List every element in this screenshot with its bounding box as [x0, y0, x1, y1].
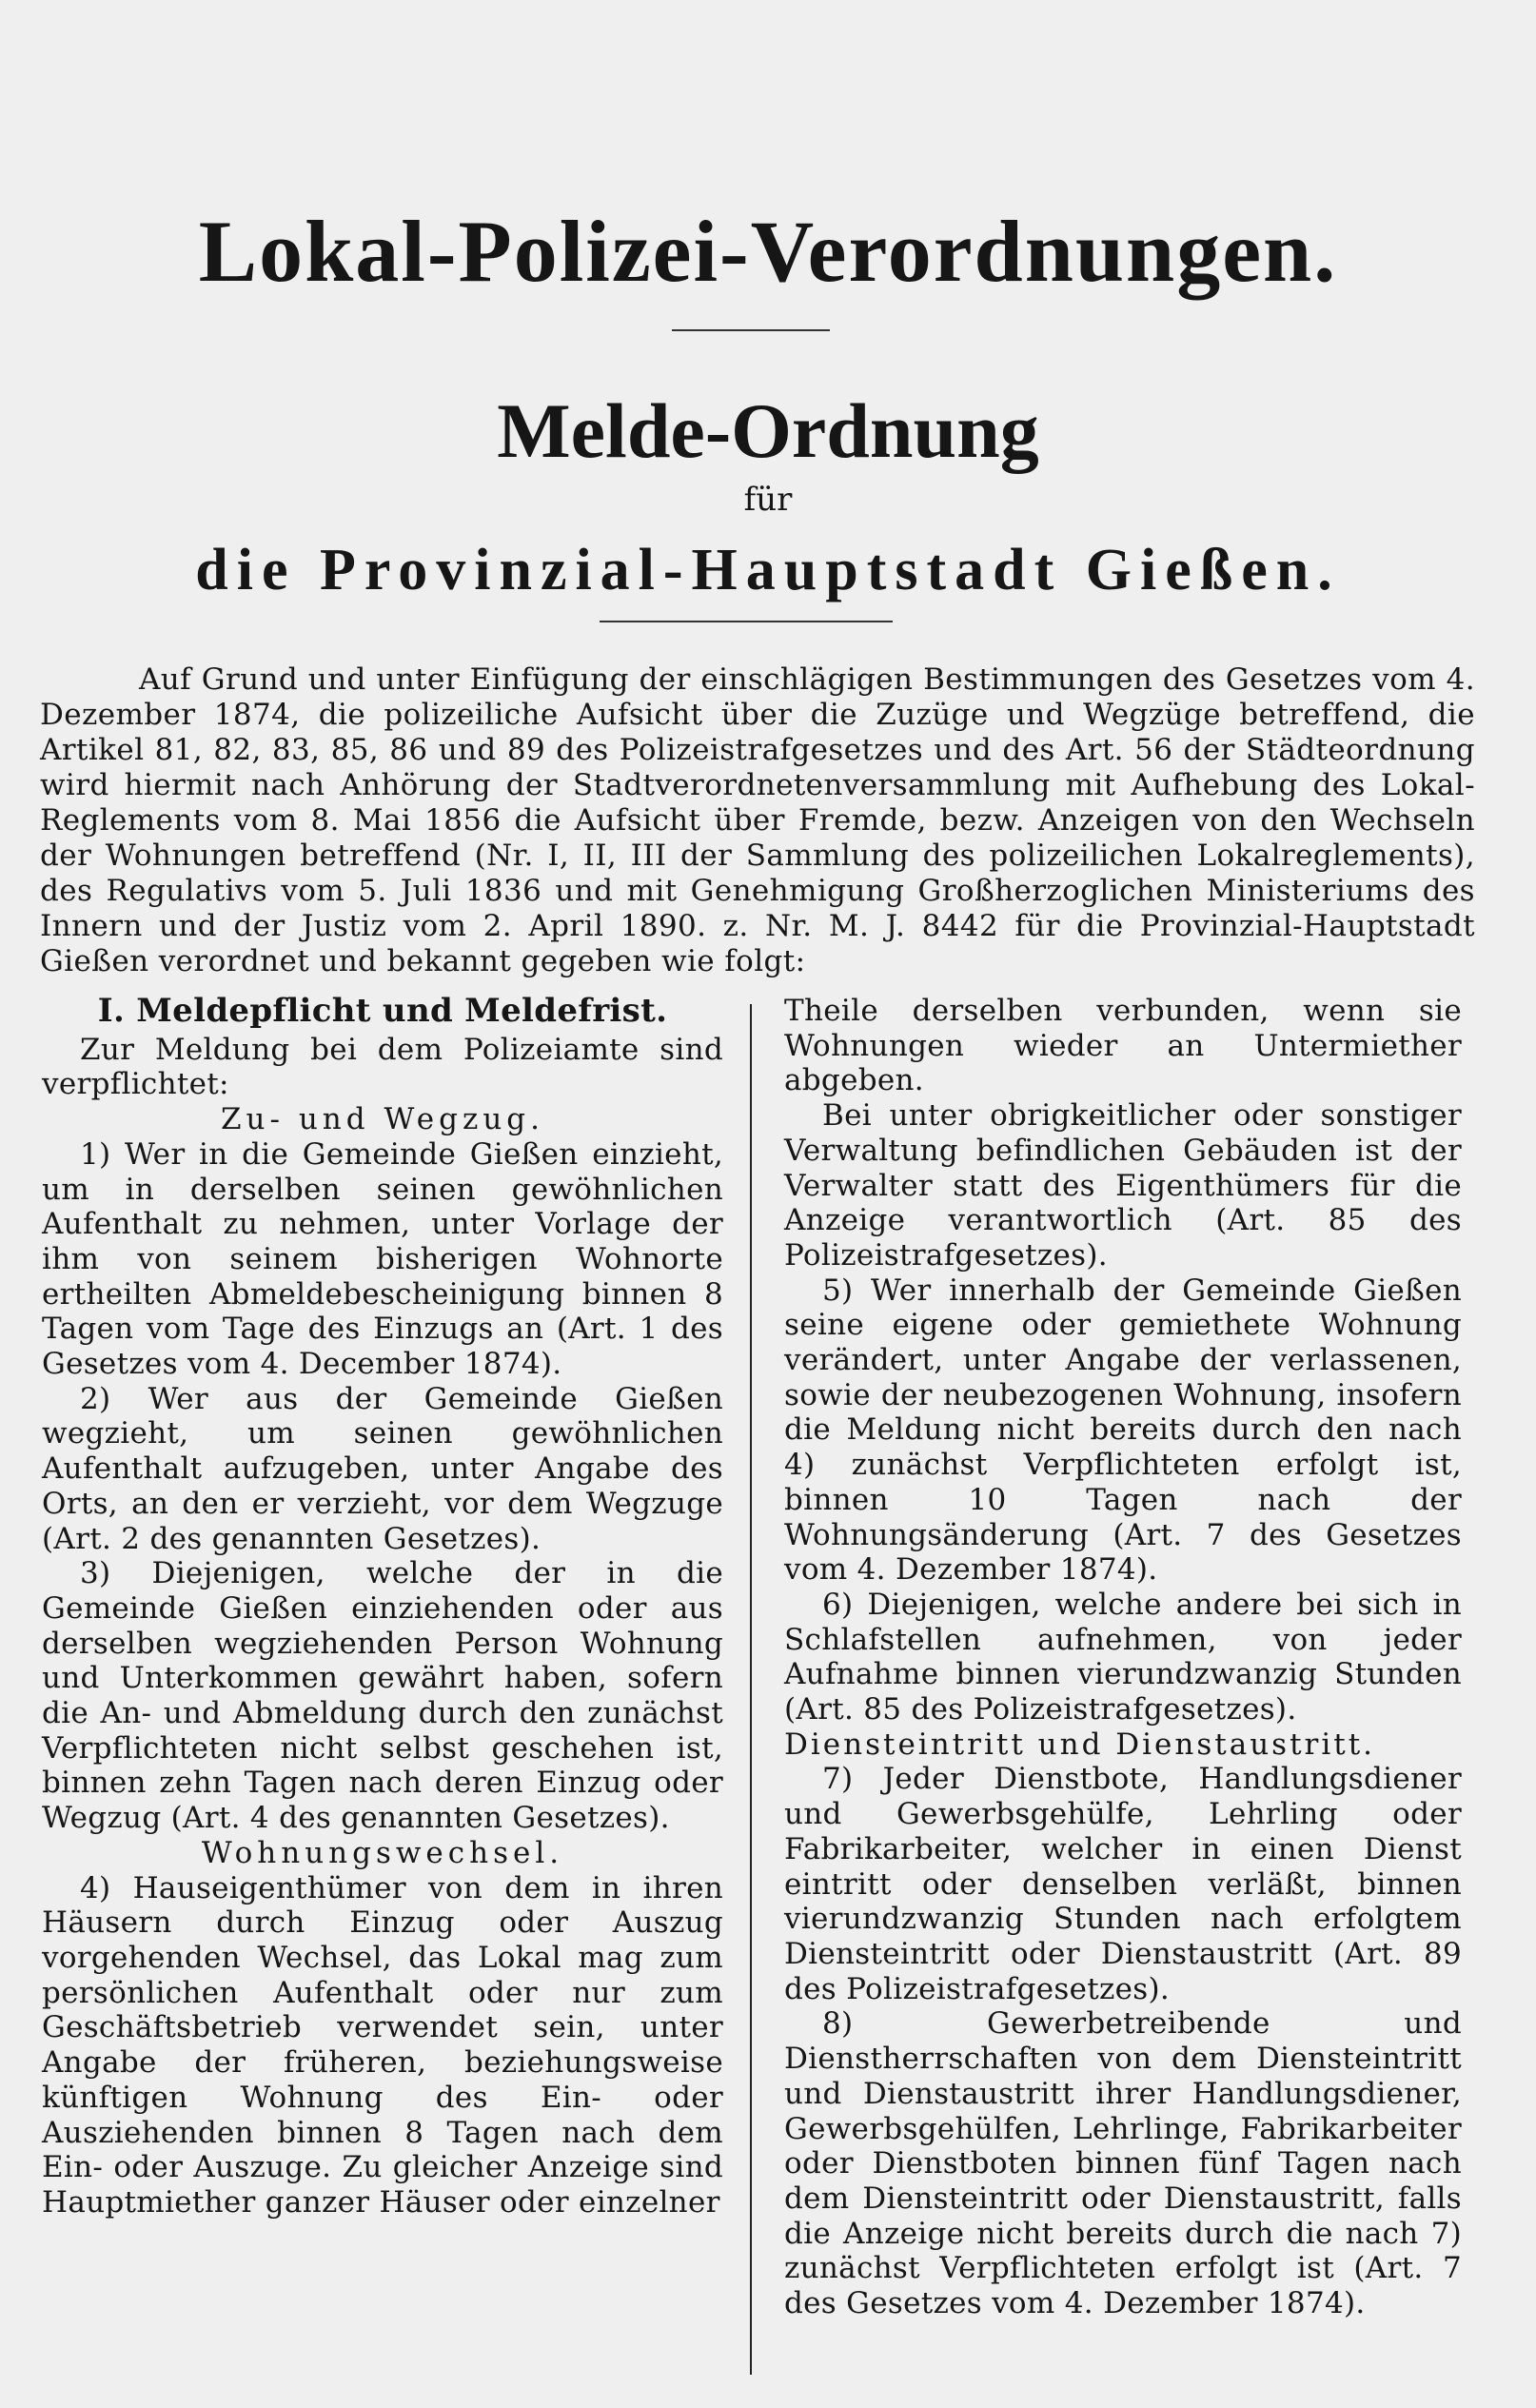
ordinance-for: für: [743, 481, 793, 519]
paragraph-4-continued: Theile derselben verbunden, wenn sie Wohnungen wieder an Untermiether abgeben.: [784, 994, 1462, 1098]
column-divider: [750, 1004, 752, 2375]
paragraph-4-administration: Bei unter obrigkeitlicher oder sonstiger Verwaltung befindlichen Gebäuden ist der Verwalter statt des Eigenthümers für die Anzeige verantwortlich (Art. 85 des Polizeistrafgesetzes).: [784, 1098, 1462, 1273]
paragraph-1: 1) Wer in die Gemeinde Gießen einzieht, um in derselben seinen gewöhnlichen Aufenthalt zu nehmen, unter Vorlage der ihm von seinem bisherigen Wohnorte ertheilten Abmeldebescheinigung binnen 8 Tagen vom Tage des Einzugs an (Art. 1 des Gesetzes vom 4. December 1874).: [42, 1136, 723, 1382]
section-divider: [600, 621, 893, 622]
ordinance-title: Melde-Ordnung: [497, 387, 1039, 474]
paragraph-4: 4) Hauseigenthümer von dem in ihren Häusern durch Einzug oder Auszug vorgehenden Wechsel, das Lokal mag zum persönlichen Aufenthalt oder nur zum Geschäftsbetrieb verwendet sein, unter Angabe der früheren, beziehungsweise künftigen Wohnung des Ein- oder Ausziehenden binnen 8 Tagen nach dem Ein- oder Auszuge. Zu gleicher Anzeige sind Hauptmiether ganzer Häuser oder einzelner: [42, 1870, 723, 2220]
section-heading: I. Meldepflicht und Meldefrist.: [97, 992, 668, 1030]
paragraph-2: 2) Wer aus der Gemeinde Gießen wegzieht, um seinen gewöhnlichen Aufenthalt aufzugeben, unter Angabe des Orts, an den er verzieht, vor dem Wegzuge (Art. 2 des genannten Gesetzes).: [42, 1381, 723, 1556]
section-lead: Zur Meldung bei dem Polizeiamte sind verpflichtet:: [42, 1032, 723, 1102]
title-divider: [672, 329, 830, 331]
left-column: [42, 994, 723, 2220]
subheading-dienst: Diensteintritt und Dienstaustritt.: [784, 1727, 1376, 1762]
paragraph-8: 8) Gewerbetreibende und Dienstherrschaften von dem Diensteintritt und Dienstaustritt ihrer Handlungsdiener, Gewerbsgehülfen, Lehrlinge, Fabrikarbeiter oder Dienstboten binnen fünf Tagen nach dem Diensteintritt oder Dienstaustritt, falls die Anzeige nicht bereits durch die nach 7) zunächst Verpflichteten erfolgt ist (Art. 7 des Gesetzes vom 4. Dezember 1874).: [784, 2006, 1462, 2321]
subheading-zu-wegzug: Zu- und Wegzug.: [221, 1102, 544, 1137]
subheading-wohnungswechsel: Wohnungswechsel.: [201, 1835, 564, 1870]
ordinance-city: die Provinzial-Hauptstadt Gießen.: [195, 538, 1341, 602]
paragraph-6: 6) Diejenigen, welche andere bei sich in Schlafstellen aufnehmen, von jeder Aufnahme binnen vierundzwanzig Stunden (Art. 85 des Polizeistrafgesetzes).: [784, 1587, 1462, 1727]
paragraph-3: 3) Diejenigen, welche der in die Gemeinde Gießen einziehenden oder aus derselben wegziehenden Person Wohnung und Unterkommen gewährt haben, sofern die An- und Abmeldung durch den zunächst Verpflichteten nicht selbst geschehen ist, binnen zehn Tagen nach deren Einzug oder Wegzug (Art. 4 des genannten Gesetzes).: [42, 1556, 723, 1836]
paragraph-7: 7) Jeder Dienstbote, Handlungsdiener und Gewerbsgehülfe, Lehrling oder Fabrikarbeiter, welcher in einen Dienst eintritt oder denselben verläßt, binnen vierundzwanzig Stunden nach erfolgtem Diensteintritt oder Dienstaustritt (Art. 89 des Polizeistrafgesetzes).: [784, 1762, 1462, 2006]
right-column: [784, 994, 1462, 2321]
paragraph-5: 5) Wer innerhalb der Gemeinde Gießen seine eigene oder gemiethete Wohnung verändert, unter Angabe der verlassenen, sowie der neubezogenen Wohnung, insofern die Meldung nicht bereits durch den nach 4) zunächst Verpflichteten erfolgt ist, binnen 10 Tagen nach der Wohnungsänderung (Art. 7 des Gesetzes vom 4. Dezember 1874).: [784, 1273, 1462, 1588]
preamble-paragraph: Auf Grund und unter Einfügung der einschlägigen Bestimmungen des Gesetzes vom 4. Dezember 1874, die polizeiliche Aufsicht über die Zuzüge und Wegzüge betreffend, die Artikel 81, 82, 83, 85, 86 und 89 des Polizeistrafgesetzes und des Art. 56 der Städteordnung wird hiermit nach Anhörung der Stadtverordnetenversammlung mit Aufhebung des Lokal-Reglements vom 8. Mai 1856 die Aufsicht über Fremde, bezw. Anzeigen von den Wechseln der Wohnungen betreffend (Nr. I, II, III der Sammlung des polizeilichen Lokalreglements), des Regulativs vom 5. Juli 1836 und mit Genehmigung Großherzoglichen Ministeriums des Innern und der Justiz vom 2. April 1890. z. Nr. M. J. 8442 für die Provinzial-Hauptstadt Gießen verordnet und bekannt gegeben wie folgt:: [40, 662, 1475, 978]
page-title: Lokal-Polizei-Verordnungen.: [198, 203, 1338, 300]
